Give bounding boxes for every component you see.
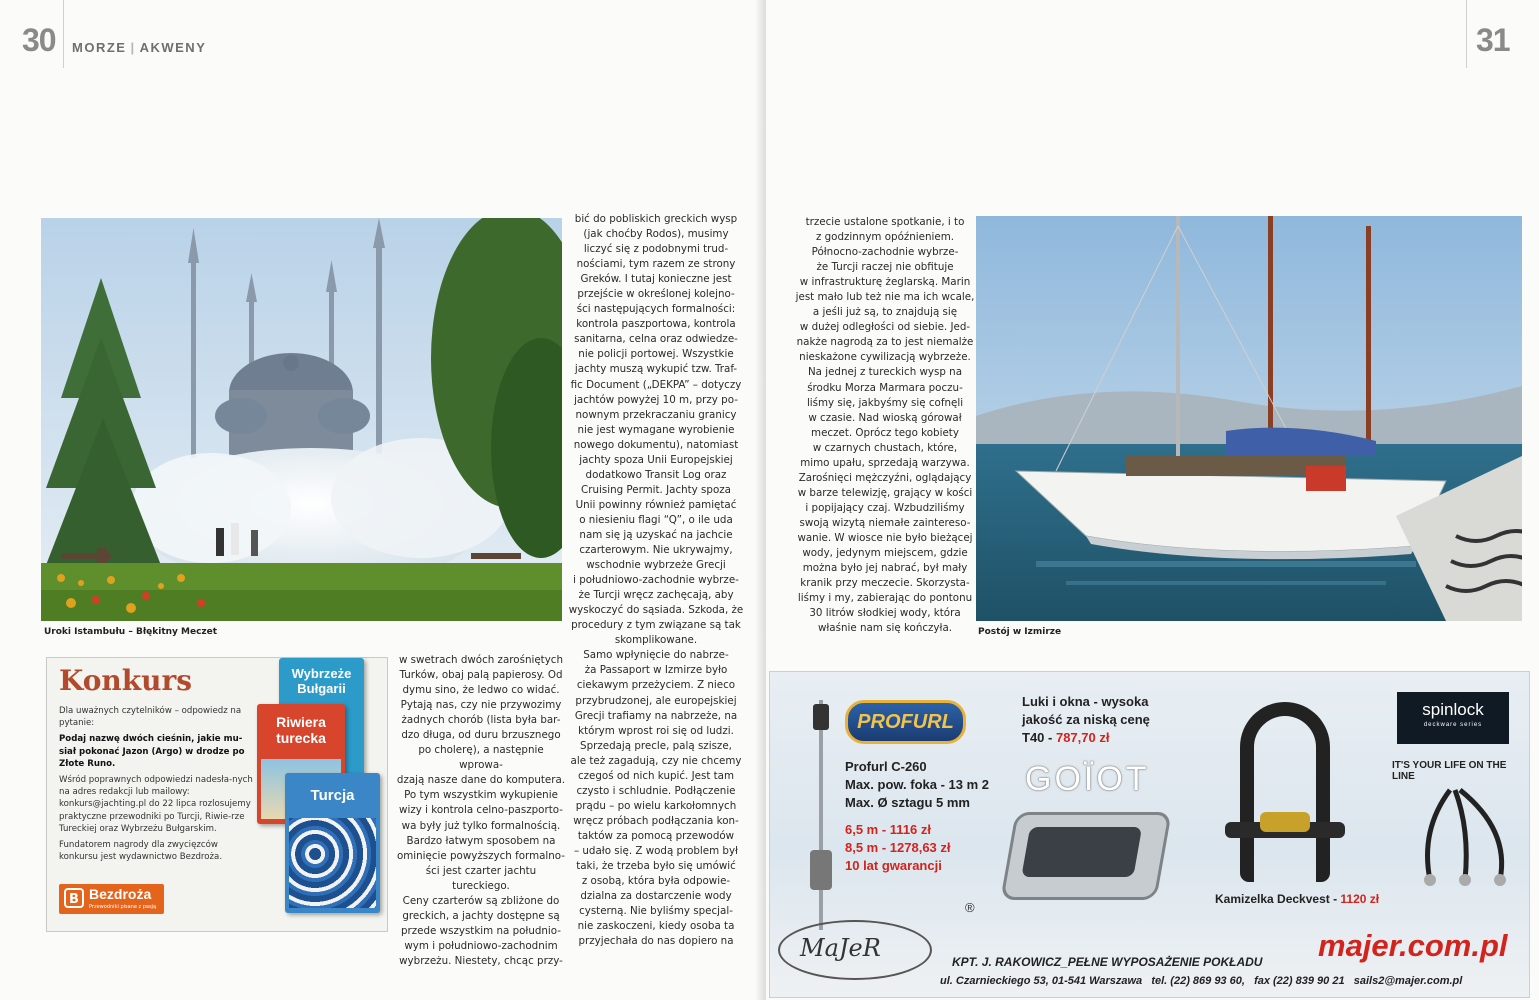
profurl-price-1: 6,5 m - 1116 zł xyxy=(845,822,932,837)
majer-logo-text: MaJeR xyxy=(800,934,881,962)
page-number-right: 31 xyxy=(1476,22,1510,58)
article-line: Zarośnięci mężczyźni, oglądający xyxy=(798,471,972,484)
left-page xyxy=(0,0,766,1000)
furler-illustration xyxy=(810,700,832,930)
article-line: jest mało lub też nie ma ich wcale, xyxy=(795,291,975,304)
book-2-title-2: turecka xyxy=(276,730,326,746)
article-line: w czasie. Nad wioską górował xyxy=(808,411,962,424)
article-line: sanitarna, celna oraz odwiedze- xyxy=(574,333,738,346)
article-line: ominięcie powyższych formalno- xyxy=(396,849,566,862)
article-line: nieskażone cywilizacją wybrzeże. xyxy=(799,351,971,364)
article-line: a jeśli już są, to znajdują się xyxy=(812,306,958,319)
section-label xyxy=(72,40,206,55)
article-line: ża Passaport w Izmirze było xyxy=(584,664,728,677)
article-line: wschodnie wybrzeże Grecji xyxy=(586,559,726,572)
article-line: w dużej odległości od siebie. Jed- xyxy=(799,321,971,334)
article-line: żadnych chorób (lista była bar- xyxy=(401,714,561,727)
tether-illustration xyxy=(1410,780,1520,890)
article-line: że Turcji raczej nie obfituje xyxy=(816,261,954,274)
article-line: Grecji trafiamy na nabrzeże, na xyxy=(574,709,738,722)
article-line: wanie. W wiosce nie było bieżącej xyxy=(797,531,973,544)
article-line: swoją wizytą niemałe zaintereso- xyxy=(799,516,971,529)
subsection-name: AKWENY xyxy=(139,40,207,55)
article-line: czysto i schludnie. Podłączenie xyxy=(576,784,736,797)
article-line: nościami, tym razem ze strony xyxy=(576,258,736,271)
spinlock-slogan: IT'S YOUR LIFE ON THE LINE xyxy=(1392,760,1507,782)
article-line: ale też zagadują, czy nie chcemy xyxy=(570,754,742,767)
registered-mark: ® xyxy=(965,900,975,915)
article-line: fic Document („DEKPA” – dotyczy xyxy=(570,378,742,391)
photo-blue-mosque xyxy=(41,218,562,621)
book-3-title: Turcja xyxy=(310,787,355,804)
book-3-pattern xyxy=(289,818,376,908)
article-line: Greków. I tutaj konieczne jest xyxy=(580,273,732,286)
article-column-2 xyxy=(396,653,566,969)
deckvest-line xyxy=(1215,892,1379,906)
spinlock-logo xyxy=(1397,692,1509,744)
majer-logo xyxy=(778,920,932,980)
book-1-title-2: Bułgarii xyxy=(297,681,346,696)
article-line: nowego dokumentu), natomiast xyxy=(573,438,739,451)
deckvest-price: 1120 zł xyxy=(1340,892,1380,906)
article-line: Turków, obaj palą papierosy. Od xyxy=(399,669,563,682)
spinlock-logo-text: spinlock xyxy=(1422,700,1484,719)
article-line: mimo upału, sprzedają warzywa. xyxy=(800,456,970,469)
article-line: jachtów powyżej 10 m, przy po- xyxy=(574,393,738,406)
article-column-1 xyxy=(566,212,746,949)
hatch-illustration xyxy=(1000,812,1172,900)
article-line: którym wprost roi się od ludzi. xyxy=(578,724,734,737)
contest-body: Wśród poprawnych odpowiedzi nadesła-nych na adres redakcji lub mailowy: konkurs@jachting.pl do 22 lipca rozlosujemy praktyczne przewodniki po Turcji, Riwie-rze Tureckiej oraz Wybrzeżu Bułgarskim. xyxy=(59,775,253,834)
article-line: Cruising Permit. Jachty spoza xyxy=(581,483,731,496)
article-line: przede wszystkim na południo- xyxy=(401,924,561,937)
hatch-title-1: Luki i okna - wysoka xyxy=(1022,694,1149,709)
bezdroza-logo xyxy=(59,884,164,914)
bezdroza-tagline: Przewodniki pisane z pasją xyxy=(89,904,157,910)
majer-advertisement xyxy=(769,671,1530,998)
article-line: wizy i kontrola celno-paszporto- xyxy=(399,804,563,817)
article-line: można było jej nabrać, był mały xyxy=(802,562,968,575)
article-line: wyskoczyć do sąsiada. Szkoda, że xyxy=(568,604,744,617)
article-line: jachty muszą wykupić tzw. Traf- xyxy=(574,363,738,376)
section-separator: | xyxy=(130,40,136,55)
article-line: czarterowym. Nie ukrywajmy, xyxy=(579,544,733,557)
article-line: i popijający czaj. Wzbudziliśmy xyxy=(805,501,965,514)
article-line: dzialna za dostarczenie wody xyxy=(580,890,732,903)
deckvest-label: Kamizelka Deckvest - xyxy=(1215,892,1338,906)
article-line: taktów za pomocą przewodów xyxy=(577,829,735,842)
book-1-title-1: Wybrzeże xyxy=(291,666,352,681)
profurl-logo-text: PROFURL xyxy=(857,711,954,733)
article-line: i południowo-zachodnie wybrze- xyxy=(573,574,739,587)
article-line: nam się ją uzyskać na jachcie xyxy=(579,528,733,541)
article-line: wym i południowo-zachodnim xyxy=(404,939,558,952)
article-line: liśmy i my, zabierając do pontonu xyxy=(797,592,973,605)
article-line: Ceny czarterów są zbliżone do xyxy=(402,894,560,907)
article-line: ści jest czarter jachtu tureckiego. xyxy=(425,864,537,892)
contest-sponsor: Fundatorem nagrody dla zwycięzców konkursu jest wydawnictwo Bezdroża. xyxy=(59,840,223,863)
article-line: w czarnych chustach, które, xyxy=(812,441,958,454)
article-line: – udało się. Z wodą problem był xyxy=(573,844,738,857)
article-line: Samo wpłynięcie do nabrze- xyxy=(583,649,729,662)
article-line: nakże nagrodą za to jest niemalże xyxy=(796,336,974,349)
article-line: kontrola paszportowa, kontrola xyxy=(576,318,736,331)
article-line: dodatkowo Transit Log oraz xyxy=(585,468,727,481)
contest-question: Podaj nazwę dwóch cieśnin, jakie mu-siał pokonać Jazon (Argo) w drodze po Złote Runo. xyxy=(59,734,245,769)
article-line: właśnie nam się kończyła. xyxy=(817,622,953,635)
article-line: dymu sino, że ledwo co widać. xyxy=(402,684,560,697)
spinlock-logo-sub: deckware series xyxy=(1423,722,1483,728)
blue-mosque-illustration xyxy=(41,218,562,621)
goiot-logo: GOÏOT xyxy=(1025,760,1150,798)
article-line: wręcz próbach podłączania kon- xyxy=(573,814,739,827)
article-line: kranik przy meczecie. Skorzysta- xyxy=(800,577,970,590)
article-line: Na jednej z tureckich wysp na xyxy=(807,366,963,379)
article-line: wybrzeżu. Niestety, chcąc przy- xyxy=(399,954,563,967)
hatch-price-line xyxy=(1022,730,1109,745)
profurl-product: Profurl C-260 xyxy=(845,759,927,774)
article-line: dzo długa, od duru brzusznego xyxy=(401,729,561,742)
page-number-left: 30 xyxy=(22,22,56,58)
article-line: skomplikowane. xyxy=(614,634,698,647)
article-line: przejście w określonej kolejno- xyxy=(577,288,735,301)
book-2-title-1: Riwiera xyxy=(276,714,326,730)
contest-intro: Dla uważnych czytelników – odpowiedz na pytanie: xyxy=(59,706,242,729)
hatch-price-label: T40 - xyxy=(1022,730,1053,745)
section-name: MORZE xyxy=(72,40,127,55)
article-line: taki, że trzeba było się umówić xyxy=(576,860,736,873)
article-line: liczyć się z podobnymi trud- xyxy=(583,243,729,256)
article-line: wa były już tylko formalnością. xyxy=(401,819,561,832)
photo-izmir-marina xyxy=(976,216,1522,621)
article-column-3 xyxy=(785,215,985,636)
hatch-price: 787,70 zł xyxy=(1055,730,1110,745)
company-line: KPT. J. RAKOWICZ_PEŁNE WYPOSAŻENIE POKŁADU xyxy=(952,955,1263,969)
article-line: z godzinnym opóźnieniem. xyxy=(815,231,955,244)
article-line: prądu – po wielu karkołomnych xyxy=(575,799,737,812)
contest-text xyxy=(59,705,254,867)
article-line: Unii powinny również pamiętać xyxy=(575,498,737,511)
profurl-warranty: 10 lat gwarancji xyxy=(845,858,942,873)
article-line: bić do pobliskich greckich wysp xyxy=(574,213,738,225)
profurl-spec-1: Max. pow. foka - 13 m 2 xyxy=(845,777,990,792)
bezdroza-name: Bezdroża xyxy=(89,886,152,902)
article-line: dzają nasze dane do komputera. xyxy=(396,774,566,787)
article-line: Północno-zachodnie wybrze- xyxy=(811,246,959,259)
address-line: ul. Czarnieckiego 53, 01-541 Warszawa tel. (22) 869 93 60, fax (22) 839 90 21 sails2@majer.com.pl xyxy=(940,975,1463,987)
article-line: liśmy się, jakbyśmy się cofnęli xyxy=(806,396,964,409)
left-header xyxy=(0,0,766,68)
article-line: jachty spoza Unii Europejskiej xyxy=(579,453,733,466)
article-line: nownym przekraczaniu granicy xyxy=(575,408,737,421)
article-line: w barze telewizję, grający w kości xyxy=(797,486,973,499)
article-line: przybrudzonej, ale europejskiej xyxy=(575,694,737,707)
article-line: (jak choćby Rodos), musimy xyxy=(583,228,729,241)
article-line: ści następujących formalności: xyxy=(576,303,736,316)
article-line: nie zaskoczeni, kiedy osoba ta xyxy=(577,920,735,933)
article-line: w swetrach dwóch zarośniętych xyxy=(398,654,563,666)
article-line: Pytają nas, czy nie przywozimy xyxy=(400,699,562,712)
hatch-title-2: jakość za niską cenę xyxy=(1022,712,1150,727)
deckvest-illustration xyxy=(1220,702,1350,887)
article-line: Bardzo łatwym sposobem na xyxy=(406,834,556,847)
article-line: nie jest wymagane wyrobienie xyxy=(577,423,735,436)
header-divider-right xyxy=(1466,0,1467,68)
article-line: Sprzedają precle, palą szisze, xyxy=(580,739,732,752)
article-line: Po tym wszystkim wykupienie xyxy=(404,789,558,802)
contest-title: Konkurs xyxy=(59,664,193,697)
article-line: procedury z tym związane są tak xyxy=(571,619,741,632)
article-line: cysterną. Nie byliśmy specjal- xyxy=(579,905,733,918)
article-line: że Turcji wręcz zachęcają, aby xyxy=(578,589,734,602)
photo-caption-right: Postój w Izmirze xyxy=(978,627,1062,637)
article-line: greckich, a jachty dostępne są xyxy=(402,909,560,922)
article-line: nie policji portowej. Wszystkie xyxy=(578,348,734,361)
article-line: meczet. Oprócz tego kobiety xyxy=(811,426,959,439)
article-line: w infrastrukturę żeglarską. Marin xyxy=(799,276,971,289)
profurl-price-2: 8,5 m - 1278,63 zł xyxy=(845,840,951,855)
article-line: przyjechała do nas dopiero na xyxy=(578,935,734,948)
contest-box xyxy=(46,657,388,932)
photo-caption-left: Uroki Istambułu – Błękitny Meczet xyxy=(44,627,218,637)
profurl-spec-2: Max. Ø sztagu 5 mm xyxy=(845,795,970,810)
article-line: ciekawym przeżyciem. Z nieco xyxy=(576,679,736,692)
article-line: środku Morza Marmara poczu- xyxy=(807,381,963,394)
bezdroza-icon: B xyxy=(64,888,84,908)
website: majer.com.pl xyxy=(1318,928,1508,963)
izmir-marina-illustration xyxy=(976,216,1522,621)
article-line: trzecie ustalone spotkanie, i to xyxy=(805,216,965,228)
profurl-logo xyxy=(845,700,966,744)
article-line: z osobą, która była odpowie- xyxy=(581,875,731,888)
book-cover-turkey xyxy=(285,773,380,913)
article-line: wody, jedynym miejscem, gdzie xyxy=(802,547,968,560)
article-line: 30 litrów słodkiej wody, która xyxy=(809,607,961,620)
article-line: o niesieniu flagi “Q”, o ile uda xyxy=(579,513,733,526)
header-divider xyxy=(63,0,64,68)
article-line: czegoś od nich kupić. Jest tam xyxy=(577,769,735,782)
article-line: po cholerę), a następnie wprowa- xyxy=(418,744,544,772)
